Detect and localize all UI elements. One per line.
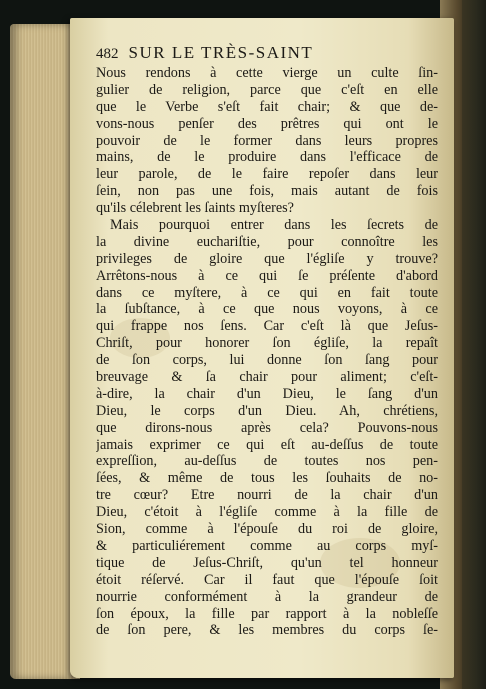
text-line: pouvoir de le former dans leurs propres <box>96 132 438 149</box>
text-line: leur parole, de le faire repoſer dans leur <box>96 166 438 183</box>
text-line: ſein, non pas une fois, mais autant de fois <box>96 183 438 200</box>
book-page <box>70 18 454 678</box>
text-line: à-dire, la chair d'un Dieu, le ſang d'un <box>96 385 438 402</box>
text-line: Chriſt, pour honorer ſon égliſe, la repaît <box>96 335 438 352</box>
text-line: Nous rendons à cette vierge un culte ſin- <box>96 65 438 81</box>
text-line: breuvage & ſa chair pour aliment; c'eſt- <box>96 369 438 386</box>
text-line: que le Verbe s'eſt fait chair; & que de- <box>96 98 438 115</box>
text-line: qui frappe nos ſens. Car c'eſt là que Jeſus- <box>96 318 438 335</box>
text-line: Mais pourquoi entrer dans les ſecrets de <box>110 217 438 234</box>
text-line: expreſſion, au-deſſus de toutes nos pen- <box>96 453 438 470</box>
running-head-title: SUR LE TRÈS-SAINT <box>128 43 314 62</box>
text-line: nourrie conformément à la grandeur de <box>96 588 438 605</box>
body-text <box>96 65 438 639</box>
text-line: tre cœur? Etre nourri de la chair d'un <box>96 487 438 504</box>
text-line: de ſon corps, lui donne ſon ſang pour <box>96 352 438 369</box>
page-content <box>96 43 438 639</box>
running-head <box>96 43 438 65</box>
text-line: tique de Jeſus-Chriſt, qu'un tel honneur <box>96 554 438 571</box>
text-line: privileges de gloire que l'égliſe y trouve? <box>96 250 438 267</box>
text-line: Arrêtons-nous à ce qui ſe préſente d'abord <box>96 267 438 284</box>
text-line: de ſon pere, & les membres du corps ſe- <box>96 622 438 639</box>
text-line: la divine euchariſtie, pour connoître les <box>96 233 438 250</box>
text-line: ſées, & même de tous les ſouhaits de no- <box>96 470 438 487</box>
spine-cloth <box>462 0 486 689</box>
text-line: ſon époux, la fille par rapport à la nobleſſe <box>96 605 438 622</box>
text-line: Sion, comme à l'épouſe du roi de gloire, <box>96 521 438 538</box>
text-line: étoit réſervé. Car il faut que l'épouſe ſoit <box>96 571 438 588</box>
text-line: qu'ils célebrent les ſaints myſteres? <box>96 200 294 217</box>
text-line: mains, de le produire dans l'efficace de <box>96 149 438 166</box>
page-number: 482 <box>96 46 119 62</box>
text-line: que dirons-nous après cela? Pouvons-nous <box>96 419 438 436</box>
text-line: dans ce myſtere, à ce qui en fait toute <box>96 284 438 301</box>
text-line: gulier de religion, parce que c'eſt en elle <box>96 81 438 98</box>
text-line: & particuliérement comme au corps myſ- <box>96 537 438 554</box>
text-line: vons-nous penſer des prêtres qui ont le <box>96 115 438 132</box>
text-line: Dieu, c'étoit à l'égliſe comme à la fille de <box>96 504 438 521</box>
text-line: la ſubſtance, à ce que nous voyons, à ce <box>96 301 438 318</box>
text-line: jamais exprimer ce qui eſt au-deſſus de toute <box>96 436 438 453</box>
text-line: Dieu, le corps d'un Dieu. Ah, chrétiens, <box>96 402 438 419</box>
